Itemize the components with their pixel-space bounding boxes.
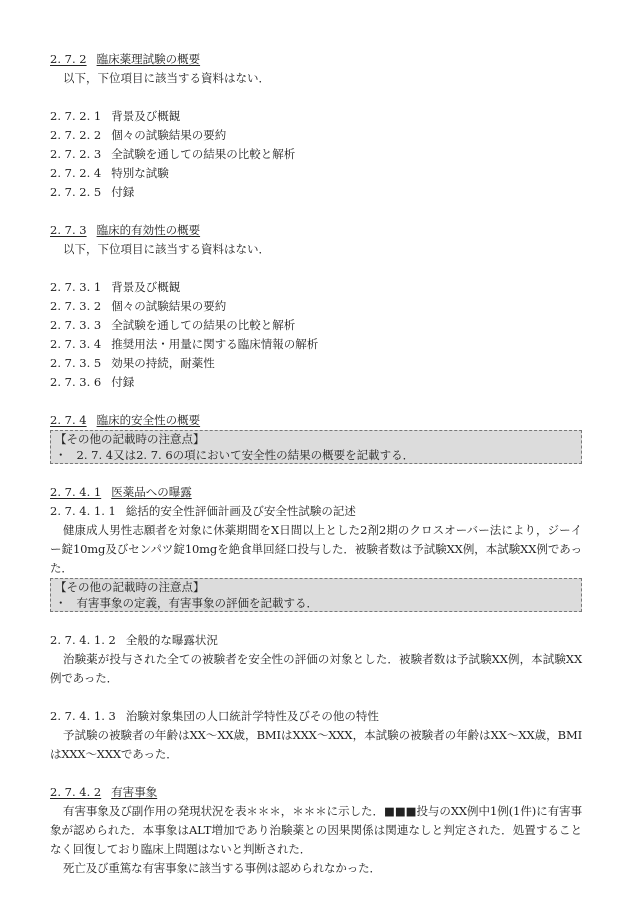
heading-title: 臨床的有効性の概要 [96, 223, 201, 237]
heading-number: 2. 7. 4. 2 [50, 785, 102, 799]
list-item: 2. 7. 2. 4 特別な試験 [50, 166, 169, 180]
body-paragraph: 治験薬が投与された全ての被験者を安全性の評価の対象とした．被験者数は予試験XX例，本試験XX例であった． [50, 652, 582, 685]
heading-number: 2. 7. 4. 1 [50, 485, 102, 499]
subheading-2-7-4-1-2: 2. 7. 4. 1. 2 全般的な曝露状況 [50, 633, 218, 647]
list-item: 2. 7. 3. 6 付録 [50, 375, 135, 389]
body-paragraph: 死亡及び重篤な有害事象に該当する事例は認められなかった． [63, 861, 381, 875]
section-heading-2-7-4 [50, 411, 582, 430]
list-item: 2. 7. 3. 3 全試験を通しての結果の比較と解析 [50, 318, 296, 332]
bullet-icon: ・ [55, 596, 67, 610]
section-heading-2-7-3 [50, 221, 582, 240]
section-heading-2-7-2 [50, 50, 582, 69]
heading-title: 臨床薬理試験の概要 [96, 52, 201, 66]
callout-box [50, 430, 582, 464]
body-paragraph: 有害事象及び副作用の発現状況を表＊＊＊，＊＊＊に示した．■■■投与のXX例中1例(1件)に有害事象が認められた．本事象はALT増加であり治験薬との因果関係は関連なしと判定された．処置することなく回復しており臨床上問題はないと判断された． [50, 804, 582, 856]
document-page [50, 50, 582, 878]
list-item: 2. 7. 3. 2 個々の試験結果の要約 [50, 299, 227, 313]
section-note: 以下，下位項目に該当する資料はない． [63, 242, 270, 256]
heading-title: 医薬品への曝露 [111, 485, 192, 499]
subheading-2-7-4-1-3: 2. 7. 4. 1. 3 治験対象集団の人口統計学特性及びその他の特性 [50, 709, 379, 723]
subheading-2-7-4-1-1: 2. 7. 4. 1. 1 総括的安全性評価計画及び安全性試験の記述 [50, 504, 356, 518]
list-item: 2. 7. 2. 3 全試験を通しての結果の比較と解析 [50, 147, 296, 161]
section-heading-2-7-4-1 [50, 483, 582, 502]
list-item: 2. 7. 2. 1 背景及び概観 [50, 109, 181, 123]
callout-title: 【その他の記載時の注意点】 [55, 580, 205, 594]
callout-box [50, 578, 582, 612]
callout-bullet-item: ・ 有害事象の定義，有害事象の評価を記載する． [55, 596, 318, 610]
list-item: 2. 7. 3. 4 推奨用法・用量に関する臨床情報の解析 [50, 337, 319, 351]
list-item: 2. 7. 3. 5 効果の持続，耐薬性 [50, 356, 215, 370]
body-paragraph: 予試験の被験者の年齢はXX～XX歳，BMIはXXX～XXX，本試験の被験者の年齢はXX～XX歳，BMIはXXX～XXXであった． [50, 728, 582, 761]
heading-number: 2. 7. 2 [50, 52, 87, 66]
callout-bullet-item: ・ 2. 7. 4又は2. 7. 6の項において安全性の結果の概要を記載する． [55, 448, 415, 462]
section-note: 以下，下位項目に該当する資料はない． [63, 71, 270, 85]
list-item: 2. 7. 3. 1 背景及び概観 [50, 280, 181, 294]
body-paragraph: 健康成人男性志願者を対象に休薬期間をX日間以上とした2剤2期のクロスオーバー法により，ジーイー錠10mg及びセンパツ錠10mgを絶食単回経口投与した．被験者数は予試験XX例，本試験XX例であった． [50, 523, 582, 575]
heading-title: 臨床的安全性の概要 [96, 413, 201, 427]
heading-number: 2. 7. 4 [50, 413, 87, 427]
bullet-icon: ・ [55, 448, 67, 462]
heading-title: 有害事象 [111, 785, 158, 799]
section-heading-2-7-4-2 [50, 783, 582, 802]
subsection-list-2-7-3 [50, 278, 582, 392]
heading-number: 2. 7. 3 [50, 223, 87, 237]
callout-title: 【その他の記載時の注意点】 [55, 432, 205, 446]
subsection-list-2-7-2 [50, 107, 582, 202]
list-item: 2. 7. 2. 2 個々の試験結果の要約 [50, 128, 227, 142]
list-item: 2. 7. 2. 5 付録 [50, 185, 135, 199]
